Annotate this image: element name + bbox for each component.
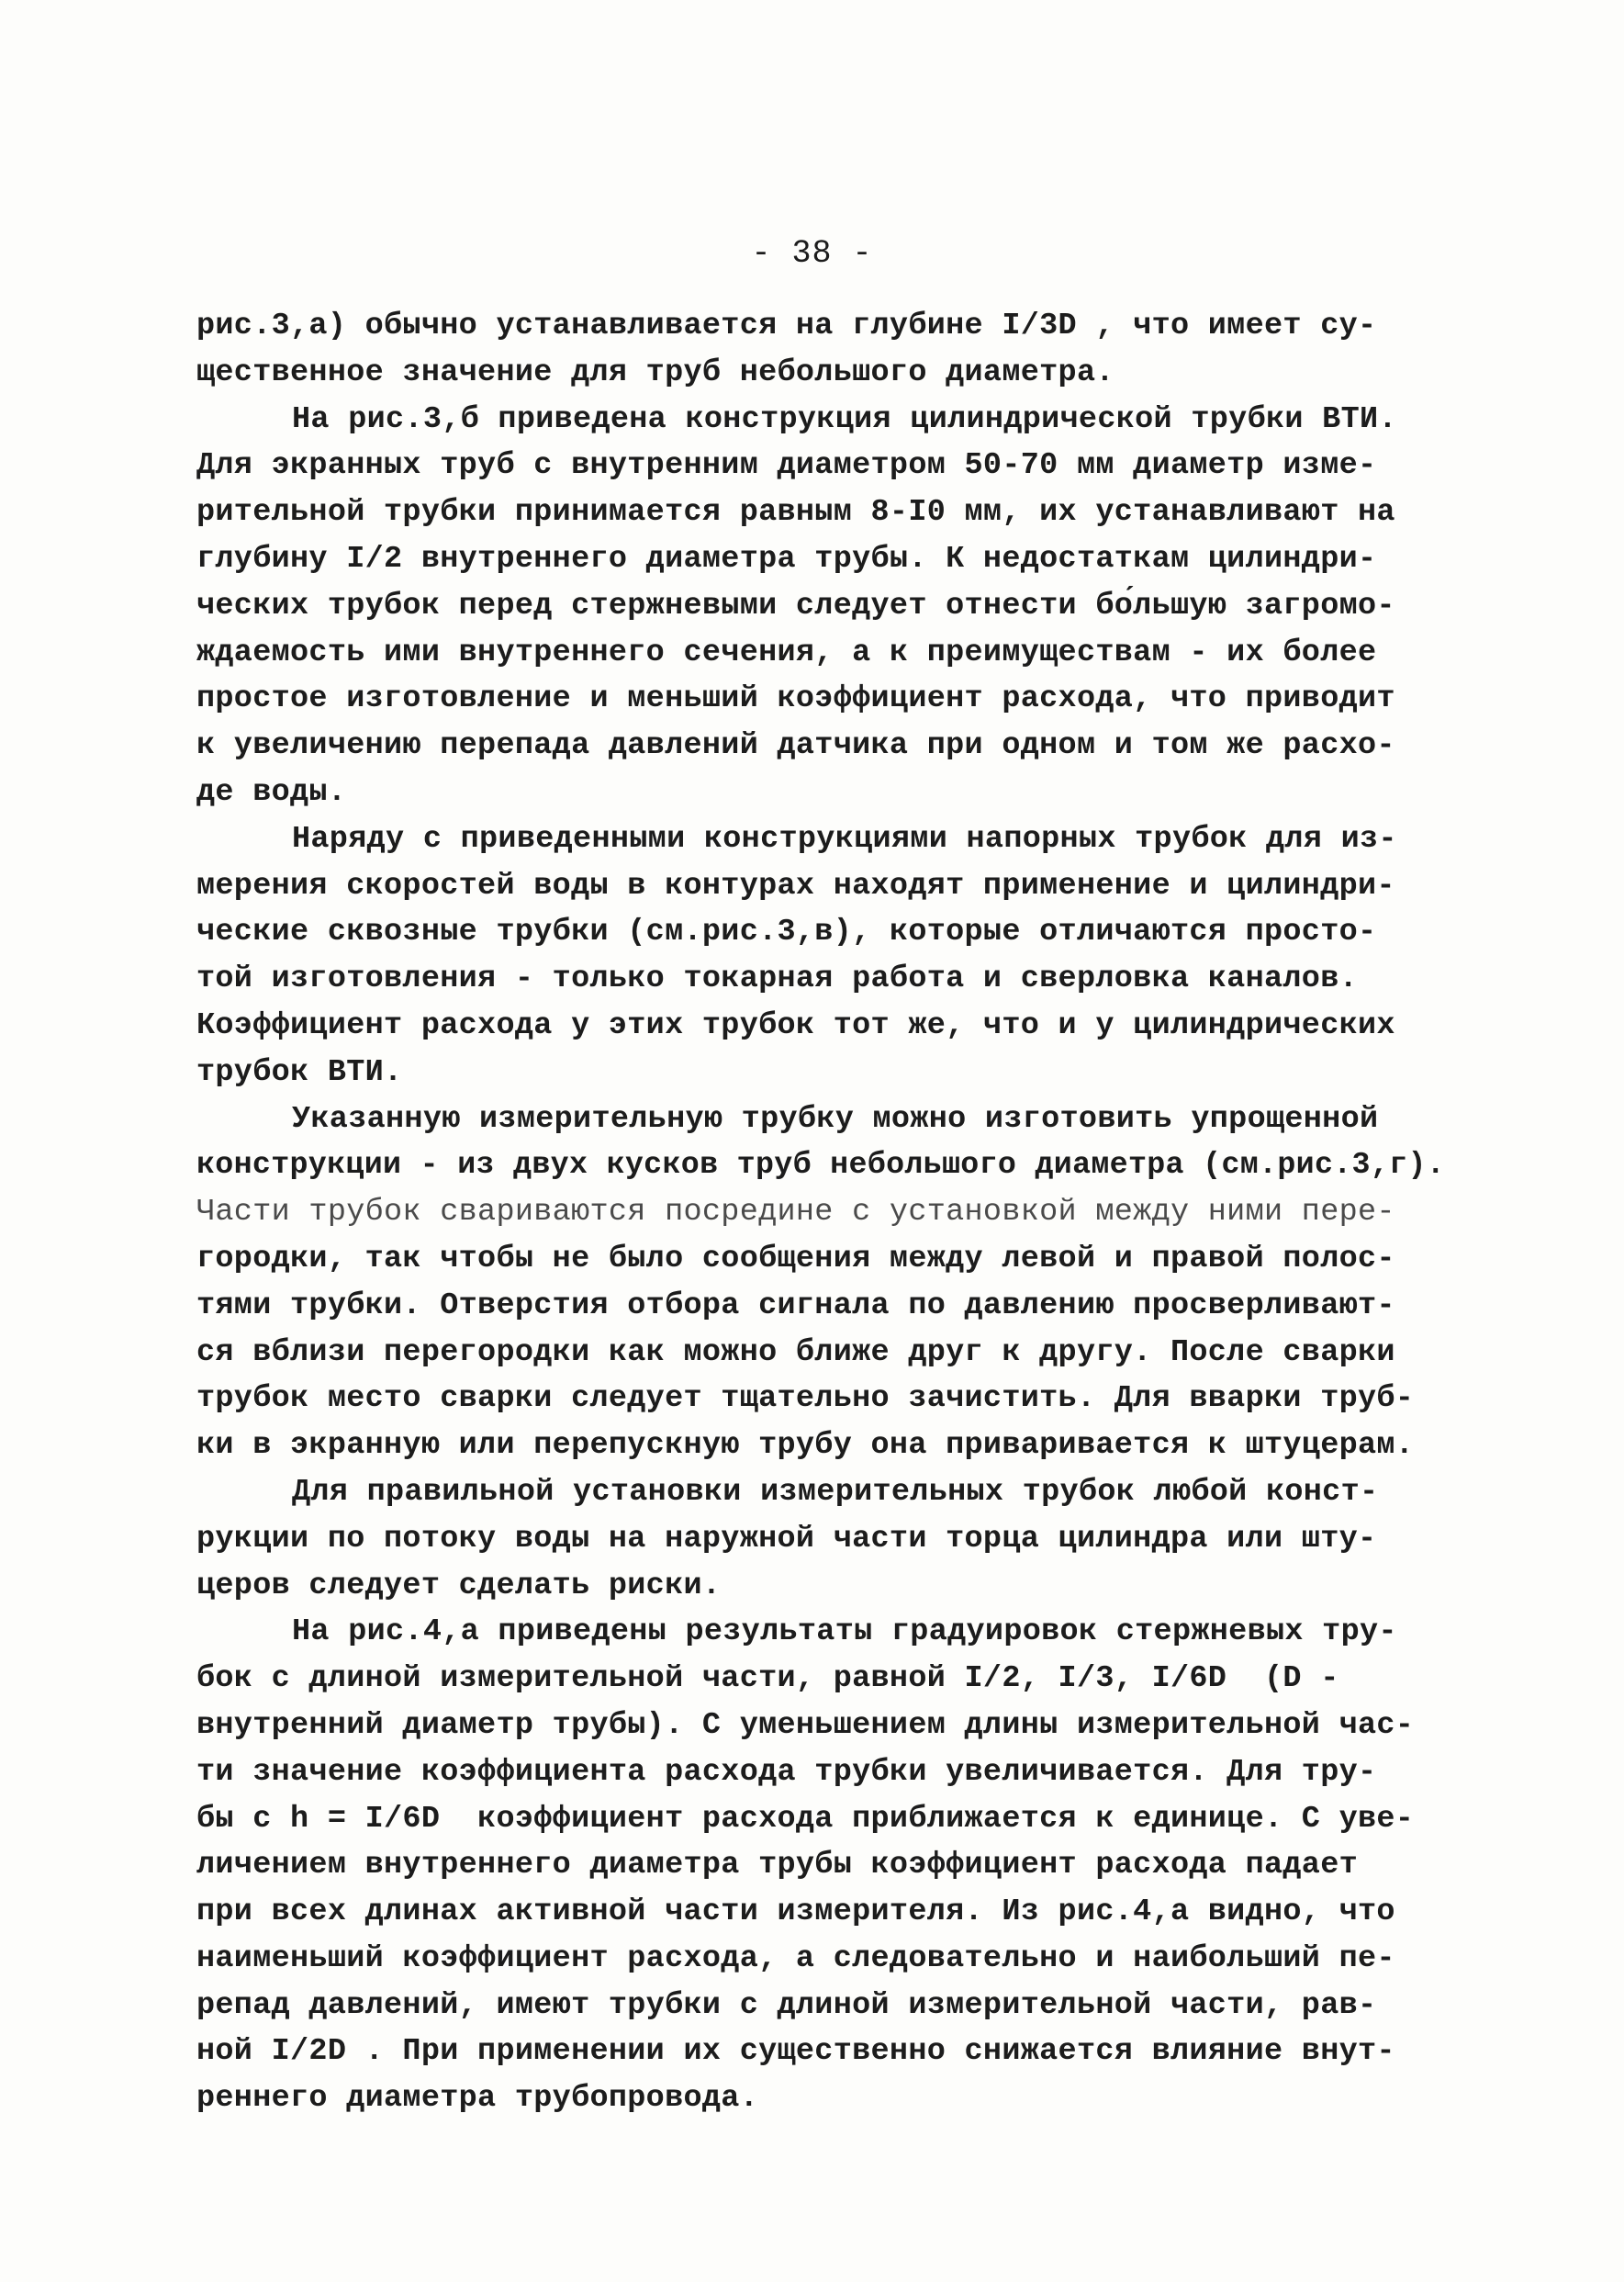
text-line: трубок ВТИ. xyxy=(196,1054,403,1090)
text-line: рис.3,а) обычно устанавливается на глубине I/3D , что имеет су- xyxy=(196,309,1377,343)
text-line: мерения скоростей воды в контурах находят применение и цилиндри- xyxy=(196,868,1395,904)
text-line: той изготовления - только токарная работа и сверловка каналов. xyxy=(196,961,1359,997)
text-line: щественное значение для труб небольшого диаметра. xyxy=(196,354,1114,390)
text-line: наименьший коэффициент расхода, а следовательно и наибольший пе- xyxy=(196,1940,1395,1976)
text-line: де воды. xyxy=(196,774,347,810)
text-line: конструкции - из двух кусков труб небольшого диаметра (см.рис.3,г). xyxy=(196,1148,1446,1184)
text-line: На рис.4,а приведены результаты градуировок стержневых тру- xyxy=(292,1614,1397,1650)
text-line: Части трубок свариваются посредине с установкой между ними пере- xyxy=(196,1195,1395,1231)
text-body xyxy=(196,303,1445,2122)
page-number: - 38 - xyxy=(751,235,873,272)
text-line: Для правильной установки измерительных трубок любой конст- xyxy=(292,1474,1379,1510)
text-line: простое изготовление и меньший коэффициент расхода, что приводит xyxy=(196,681,1395,717)
text-line: бок с длиной измерительной части, равной I/2, I/3, I/6D (D - xyxy=(196,1661,1339,1697)
text-line: церов следует сделать риски. xyxy=(196,1568,722,1603)
text-line: личением внутреннего диаметра трубы коэффициент расхода падает xyxy=(196,1848,1359,1883)
text-line: Для экранных труб с внутренним диаметром 50-70 мм диаметр изме- xyxy=(196,448,1377,484)
text-line: На рис.3,б приведена конструкция цилиндрической трубки ВТИ. xyxy=(292,401,1397,437)
text-line: Наряду с приведенными конструкциями напорных трубок для из- xyxy=(292,821,1397,857)
text-line: глубину I/2 внутреннего диаметра трубы. К недостаткам цилиндри- xyxy=(196,541,1377,577)
text-line: ти значение коэффициента расхода трубки увеличивается. Для тру- xyxy=(196,1754,1377,1790)
text-line: рукции по потоку воды на наружной части торца цилиндра или шту- xyxy=(196,1521,1377,1557)
text-line: трубок место сварки следует тщательно зачистить. Для вварки труб- xyxy=(196,1381,1415,1417)
text-line: Указанную измерительную трубку можно изготовить упрощенной xyxy=(292,1101,1379,1137)
text-line: ся вблизи перегородки как можно ближе друг к другу. После сварки xyxy=(196,1334,1395,1370)
text-line: Коэффициент расхода у этих трубок тот же, что и у цилиндрических xyxy=(196,1007,1395,1043)
text-line: реннего диаметра трубопровода. xyxy=(196,2081,759,2117)
text-line: ческих трубок перед стержневыми следует отнести бо́льшую загромо- xyxy=(196,588,1395,624)
text-line: ческие сквозные трубки (см.рис.3,в), которые отличаются просто- xyxy=(196,915,1377,950)
text-line: к увеличению перепада давлений датчика при одном и том же расхо- xyxy=(196,728,1395,764)
text-line: ки в экранную или перепускную трубу она приваривается к штуцерам. xyxy=(196,1428,1415,1464)
text-line: внутренний диаметр трубы). С уменьшением длины измерительной час- xyxy=(196,1707,1415,1743)
text-line: ной I/2D . При применении их существенно снижается влияние внут- xyxy=(196,2034,1395,2070)
text-line: при всех длинах активной части измерителя. Из рис.4,а видно, что xyxy=(196,1894,1395,1930)
text-line: репад давлений, имеют трубки с длиной измерительной части, рав- xyxy=(196,1987,1377,2023)
text-line: ждаемость ими внутреннего сечения, а к преимуществам - их более xyxy=(196,635,1377,670)
text-line: городки, так чтобы не было сообщения между левой и правой полос- xyxy=(196,1241,1395,1276)
text-line: рительной трубки принимается равным 8-I0 мм, их устанавливают на xyxy=(196,495,1395,531)
text-line: тями трубки. Отверстия отбора сигнала по давлению просверливают- xyxy=(196,1287,1395,1323)
text-line: бы с h = I/6D коэффициент расхода приближается к единице. С уве- xyxy=(196,1801,1415,1837)
